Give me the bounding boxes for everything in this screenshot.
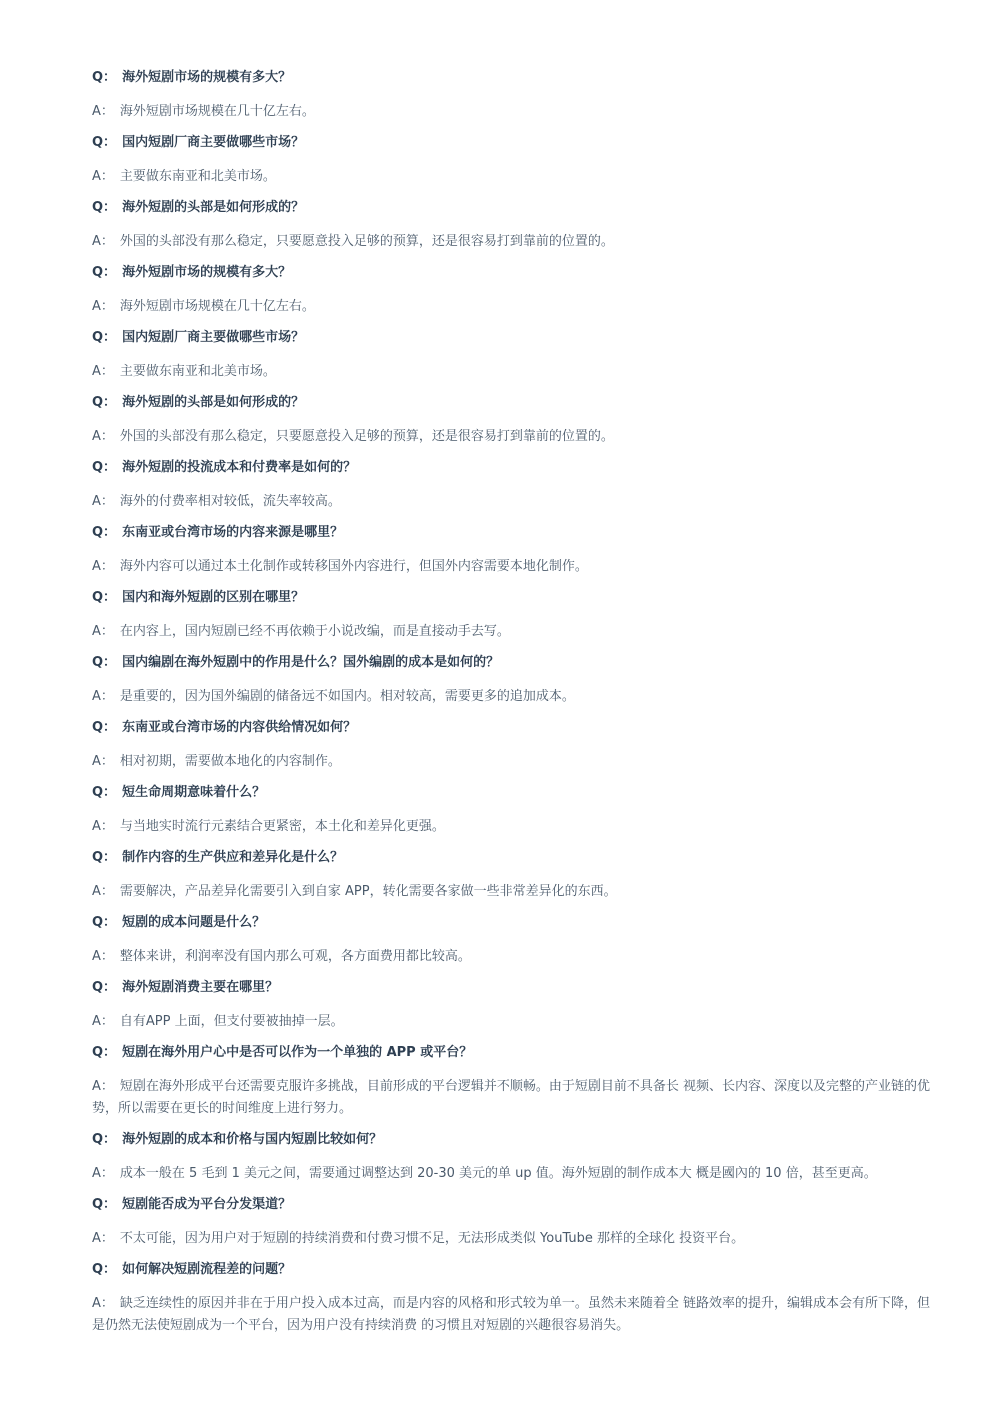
question [92, 523, 937, 543]
qa-item [92, 523, 937, 578]
question [92, 198, 937, 218]
qa-item [92, 393, 937, 448]
answer-prefix: A： [92, 624, 114, 639]
question-text: 国内编剧在海外短剧中的作用是什么？国外编剧的成本是如何的？ [122, 655, 500, 670]
question [92, 718, 937, 738]
answer [92, 556, 937, 578]
qa-item [92, 978, 937, 1033]
question-text: 海外短剧的投流成本和付费率是如何的？ [122, 460, 357, 475]
answer-text: 海外短剧市场规模在几十亿左右。 [119, 299, 315, 314]
question [92, 783, 937, 803]
answer-prefix: A： [92, 689, 114, 704]
question-prefix: Q： [92, 915, 117, 930]
question-text: 海外短剧的头部是如何形成的？ [122, 200, 305, 215]
answer-prefix: A： [92, 1079, 114, 1094]
answer-text: 缺乏连续性的原因并非在于用户投入成本过高，而是内容的风格和形式较为单一。虽然未来随着全 链路效率的提升，编辑成本会有所下降，但是仍然无法使短剧成为一个平台，因为用户没有持续消费 的习惯且对短剧的兴趣很容易消失。 [92, 1296, 931, 1333]
qa-item [92, 588, 937, 643]
answer-prefix: A： [92, 429, 114, 444]
question-text: 如何解决短剧流程差的问题？ [122, 1262, 292, 1277]
answer [92, 101, 937, 123]
question-text: 东南亚或台湾市场的内容来源是哪里？ [122, 525, 344, 540]
question-text: 短剧在海外用户心中是否可以作为一个单独的 APP 或平台？ [122, 1045, 473, 1060]
question-prefix: Q： [92, 785, 117, 800]
question-prefix: Q： [92, 1262, 117, 1277]
question [92, 68, 937, 88]
question-prefix: Q： [92, 850, 117, 865]
question-prefix: Q： [92, 135, 117, 150]
answer-text: 是重要的，因为国外编剧的储备远不如国内。相对较高，需要更多的追加成本。 [119, 689, 575, 704]
answer-text: 不太可能，因为用户对于短剧的持续消费和付费习惯不足，无法形成类似 YouTube 那样的全球化 投资平台。 [119, 1231, 745, 1246]
question-text: 短剧能否成为平台分发渠道？ [122, 1197, 292, 1212]
answer-prefix: A： [92, 1166, 114, 1181]
question-prefix: Q： [92, 525, 117, 540]
question [92, 133, 937, 153]
question-text: 海外短剧市场的规模有多大？ [122, 265, 292, 280]
answer-prefix: A： [92, 1014, 114, 1029]
question-prefix: Q： [92, 330, 117, 345]
answer [92, 231, 937, 253]
answer-prefix: A： [92, 1296, 114, 1311]
question-text: 短剧的成本问题是什么？ [122, 915, 266, 930]
question-prefix: Q： [92, 1132, 117, 1147]
question-prefix: Q： [92, 395, 117, 410]
answer-text: 成本一般在 5 毛到 1 美元之间，需要通过调整达到 20-30 美元的单 up 值。海外短剧的制作成本大 概是國內的 10 倍，甚至更高。 [119, 1166, 877, 1181]
question [92, 588, 937, 608]
question-text: 短生命周期意味着什么？ [122, 785, 266, 800]
answer-prefix: A： [92, 104, 114, 119]
question [92, 263, 937, 283]
question-text: 海外短剧的头部是如何形成的？ [122, 395, 305, 410]
answer-prefix: A： [92, 1231, 114, 1246]
question-prefix: Q： [92, 200, 117, 215]
question-prefix: Q： [92, 980, 117, 995]
question-text: 国内短剧厂商主要做哪些市场？ [122, 135, 305, 150]
qa-item [92, 848, 937, 903]
answer-text: 海外的付费率相对较低，流失率较高。 [119, 494, 341, 509]
question [92, 458, 937, 478]
answer [92, 686, 937, 708]
question [92, 653, 937, 673]
answer-text: 短剧在海外形成平台还需要克服许多挑战，目前形成的平台逻辑并不顺畅。由于短剧目前不具备长 视频、长内容、深度以及完整的产业链的优势，所以需要在更长的时间维度上进行努力。 [92, 1079, 931, 1116]
answer-prefix: A： [92, 169, 114, 184]
qa-item [92, 328, 937, 383]
answer-prefix: A： [92, 949, 114, 964]
question [92, 978, 937, 998]
qa-document [92, 68, 937, 1347]
question [92, 1043, 937, 1063]
qa-item [92, 68, 937, 123]
question [92, 1130, 937, 1150]
qa-item [92, 653, 937, 708]
answer-text: 与当地实时流行元素结合更紧密，本土化和差异化更强。 [119, 819, 445, 834]
qa-item [92, 133, 937, 188]
question-prefix: Q： [92, 1197, 117, 1212]
qa-item [92, 458, 937, 513]
answer [92, 751, 937, 773]
answer-text: 需要解决，产品差异化需要引入到自家 APP，转化需要各家做一些非常差异化的东西。 [119, 884, 617, 899]
question [92, 1195, 937, 1215]
question-text: 国内短剧厂商主要做哪些市场？ [122, 330, 305, 345]
answer [92, 361, 937, 383]
answer-text: 相对初期，需要做本地化的内容制作。 [119, 754, 341, 769]
question [92, 328, 937, 348]
qa-item [92, 913, 937, 968]
answer-prefix: A： [92, 559, 114, 574]
answer-prefix: A： [92, 234, 114, 249]
question-text: 国内和海外短剧的区别在哪里？ [122, 590, 305, 605]
answer [92, 816, 937, 838]
question-text: 制作内容的生产供应和差异化是什么？ [122, 850, 344, 865]
answer [92, 881, 937, 903]
question-text: 海外短剧的成本和价格与国内短剧比较如何？ [122, 1132, 383, 1147]
qa-item [92, 198, 937, 253]
answer-text: 海外短剧市场规模在几十亿左右。 [119, 104, 315, 119]
answer [92, 1076, 937, 1120]
answer-text: 在内容上，国内短剧已经不再依赖于小说改编，而是直接动手去写。 [119, 624, 510, 639]
qa-item [92, 718, 937, 773]
answer-text: 自有APP 上面，但支付要被抽掉一层。 [119, 1014, 344, 1029]
answer-text: 整体来讲，利润率没有国内那么可观，各方面费用都比较高。 [119, 949, 471, 964]
answer [92, 621, 937, 643]
question-prefix: Q： [92, 655, 117, 670]
answer-text: 主要做东南亚和北美市场。 [119, 364, 276, 379]
question [92, 913, 937, 933]
answer [92, 1293, 937, 1337]
qa-item [92, 263, 937, 318]
answer-prefix: A： [92, 819, 114, 834]
question-prefix: Q： [92, 720, 117, 735]
answer-prefix: A： [92, 494, 114, 509]
question-prefix: Q： [92, 70, 117, 85]
answer-text: 主要做东南亚和北美市场。 [119, 169, 276, 184]
qa-item [92, 1043, 937, 1120]
question-text: 海外短剧消费主要在哪里？ [122, 980, 279, 995]
question-prefix: Q： [92, 460, 117, 475]
answer-prefix: A： [92, 754, 114, 769]
qa-item [92, 1260, 937, 1337]
question-prefix: Q： [92, 1045, 117, 1060]
answer [92, 426, 937, 448]
question [92, 1260, 937, 1280]
question-prefix: Q： [92, 265, 117, 280]
question-text: 海外短剧市场的规模有多大？ [122, 70, 292, 85]
answer [92, 491, 937, 513]
answer [92, 1228, 937, 1250]
answer [92, 296, 937, 318]
answer [92, 166, 937, 188]
answer-text: 外国的头部没有那么稳定，只要愿意投入足够的预算，还是很容易打到靠前的位置的。 [119, 429, 614, 444]
answer [92, 1011, 937, 1033]
answer-prefix: A： [92, 299, 114, 314]
answer-prefix: A： [92, 884, 114, 899]
answer-prefix: A： [92, 364, 114, 379]
question-text: 东南亚或台湾市场的内容供给情况如何？ [122, 720, 357, 735]
answer-text: 外国的头部没有那么稳定，只要愿意投入足够的预算，还是很容易打到靠前的位置的。 [119, 234, 614, 249]
qa-item [92, 783, 937, 838]
question [92, 393, 937, 413]
answer [92, 946, 937, 968]
qa-item [92, 1195, 937, 1250]
question-prefix: Q： [92, 590, 117, 605]
question [92, 848, 937, 868]
answer [92, 1163, 937, 1185]
qa-item [92, 1130, 937, 1185]
answer-text: 海外内容可以通过本土化制作或转移国外内容进行，但国外内容需要本地化制作。 [119, 559, 588, 574]
